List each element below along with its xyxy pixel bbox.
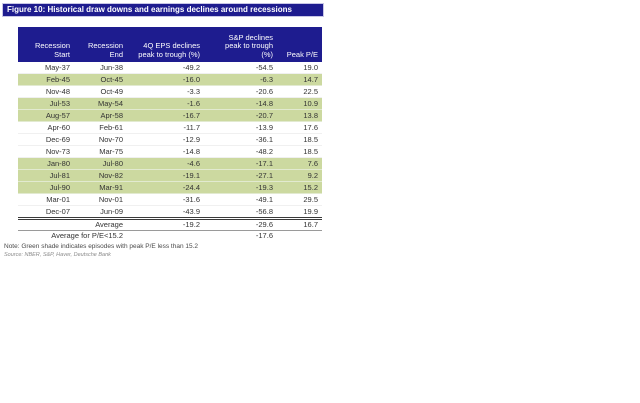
table-cell: -19.1	[127, 170, 204, 182]
table-cell	[18, 219, 74, 231]
table-summary	[18, 219, 322, 242]
average-label: Average	[74, 219, 127, 231]
table-cell: 15.2	[277, 182, 322, 194]
table-cell: -54.5	[204, 62, 277, 74]
table-cell: Dec-07	[18, 206, 74, 219]
table-cell: 19.9	[277, 206, 322, 219]
figure-source: Source: NBER, S&P, Haver, Deutsche Bank	[4, 252, 111, 258]
col-header-recession-start: Recession Start	[18, 27, 74, 62]
table-cell: 13.8	[277, 110, 322, 122]
table-cell: Feb-61	[74, 122, 127, 134]
table-cell: -43.9	[127, 206, 204, 219]
table-cell: Jun-38	[74, 62, 127, 74]
table-body	[18, 62, 322, 219]
table-row	[18, 98, 322, 110]
table-cell: -31.6	[127, 194, 204, 206]
table-cell: -49.2	[127, 62, 204, 74]
table-cell: Jul-81	[18, 170, 74, 182]
table-cell: Jan-80	[18, 158, 74, 170]
table-cell: -4.6	[127, 158, 204, 170]
average-row	[18, 219, 322, 231]
table-cell: -20.6	[204, 86, 277, 98]
table-cell: 29.5	[277, 194, 322, 206]
average-sp-value: -29.6	[204, 219, 277, 231]
table-cell: 18.5	[277, 134, 322, 146]
table-cell	[127, 231, 204, 242]
table-header	[18, 27, 322, 62]
table-cell: Jul-53	[18, 98, 74, 110]
average-low-pe-label: Average for P/E<15.2	[51, 231, 123, 240]
table-cell: 14.7	[277, 74, 322, 86]
table-row	[18, 134, 322, 146]
average-eps-value: -19.2	[127, 219, 204, 231]
table-row	[18, 86, 322, 98]
table-cell: Jul-80	[74, 158, 127, 170]
table-cell: Jul-90	[18, 182, 74, 194]
table-cell: -1.6	[127, 98, 204, 110]
table-row	[18, 182, 322, 194]
table-cell: Jun-09	[74, 206, 127, 219]
table-cell: Nov-01	[74, 194, 127, 206]
table-cell: -17.1	[204, 158, 277, 170]
col-header-recession-end: Recession End	[74, 27, 127, 62]
table-cell: 10.9	[277, 98, 322, 110]
table-row	[18, 62, 322, 74]
table-cell: 7.6	[277, 158, 322, 170]
table-cell: Apr-60	[18, 122, 74, 134]
table-cell	[277, 231, 322, 242]
average-low-pe-row	[18, 231, 322, 242]
table-cell: -12.9	[127, 134, 204, 146]
table-cell: Mar-75	[74, 146, 127, 158]
table-cell: 9.2	[277, 170, 322, 182]
table-row	[18, 122, 322, 134]
table-row	[18, 194, 322, 206]
table-cell: 18.5	[277, 146, 322, 158]
table-cell: Nov-70	[74, 134, 127, 146]
table-cell: Nov-73	[18, 146, 74, 158]
table-cell: -6.3	[204, 74, 277, 86]
table-cell: Aug-57	[18, 110, 74, 122]
table-cell: -3.3	[127, 86, 204, 98]
table-cell: Apr-58	[74, 110, 127, 122]
table-cell: -11.7	[127, 122, 204, 134]
table-row	[18, 206, 322, 219]
average-pe-value: 16.7	[277, 219, 322, 231]
table-cell: 19.0	[277, 62, 322, 74]
figure-title: Figure 10: Historical draw downs and earnings declines around recessions	[2, 3, 324, 17]
table-cell: Mar-01	[18, 194, 74, 206]
table-cell: Nov-48	[18, 86, 74, 98]
table-cell: -14.8	[127, 146, 204, 158]
table-cell: -16.0	[127, 74, 204, 86]
table-cell: -27.1	[204, 170, 277, 182]
col-header-eps-declines: 4Q EPS declines peak to trough (%)	[127, 27, 204, 62]
table-cell: May-37	[18, 62, 74, 74]
table-cell: -36.1	[204, 134, 277, 146]
table-cell: -19.3	[204, 182, 277, 194]
table-row	[18, 146, 322, 158]
table-cell: Feb-45	[18, 74, 74, 86]
table-cell: Dec-69	[18, 134, 74, 146]
table-cell: -56.8	[204, 206, 277, 219]
col-header-peak-pe: Peak P/E	[277, 27, 322, 62]
table-cell: Nov-82	[74, 170, 127, 182]
table-cell: -24.4	[127, 182, 204, 194]
table-row	[18, 158, 322, 170]
average-low-pe-sp-value: -17.6	[255, 231, 273, 240]
table-row	[18, 170, 322, 182]
table-cell: -13.9	[204, 122, 277, 134]
table-cell: 22.5	[277, 86, 322, 98]
table-cell: 17.6	[277, 122, 322, 134]
table-cell: -49.1	[204, 194, 277, 206]
table-row	[18, 110, 322, 122]
table-cell: -20.7	[204, 110, 277, 122]
recession-drawdowns-table	[18, 27, 322, 241]
table-cell: -48.2	[204, 146, 277, 158]
table-cell: Oct-45	[74, 74, 127, 86]
table-cell: Oct-49	[74, 86, 127, 98]
table-row	[18, 74, 322, 86]
table-cell: May-54	[74, 98, 127, 110]
table-cell: -16.7	[127, 110, 204, 122]
table-cell: -14.8	[204, 98, 277, 110]
col-header-sp-declines: S&P declines peak to trough (%)	[204, 27, 277, 62]
table-cell: Mar-91	[74, 182, 127, 194]
figure-note: Note: Green shade indicates episodes with peak P/E less than 15.2	[4, 243, 199, 250]
